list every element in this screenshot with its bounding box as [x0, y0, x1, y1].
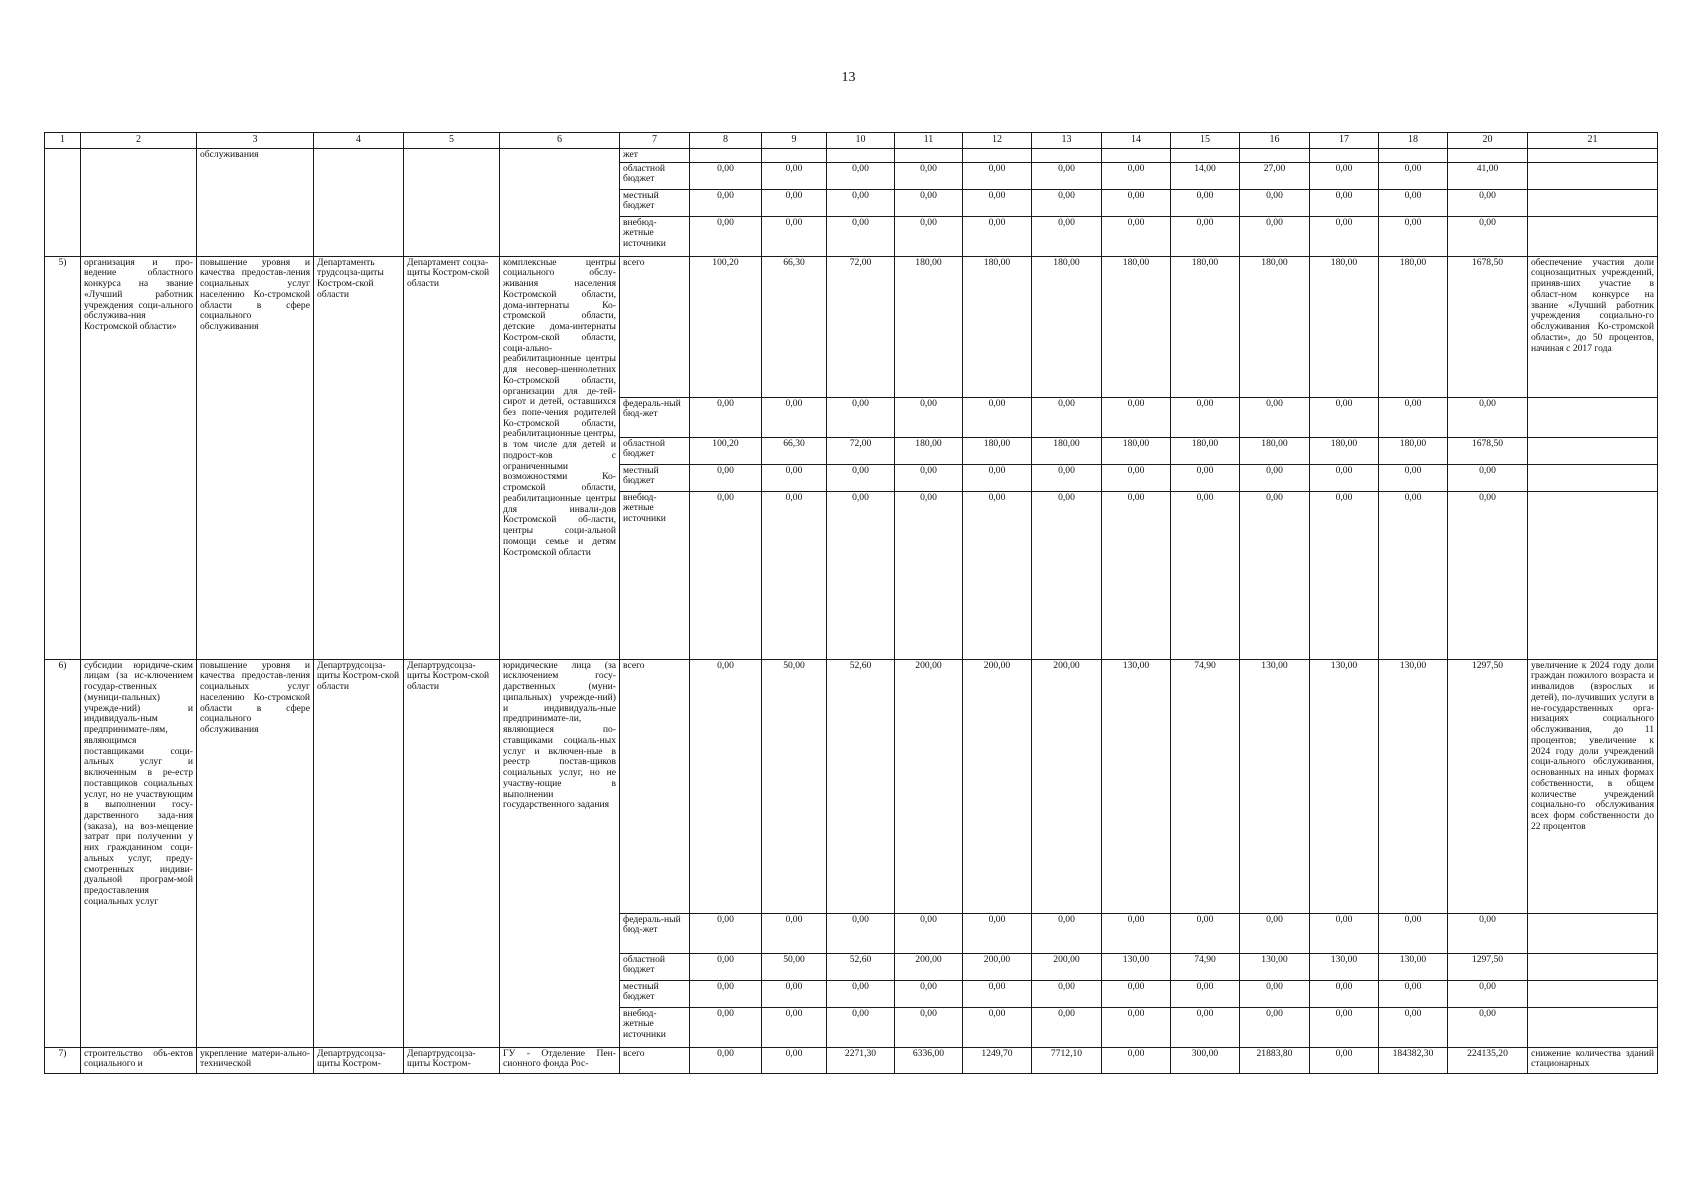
- funding-source: внебюд-жетные источники: [620, 216, 690, 256]
- col-header: 2: [81, 133, 197, 149]
- value-cell: 0,00: [1310, 913, 1379, 953]
- value-cell: 0,00: [895, 1007, 963, 1047]
- value-cell: 0,00: [690, 913, 762, 953]
- item-coexecutor: Департрудсоцза-щиты Костром-: [404, 1047, 500, 1073]
- value-cell: 0,00: [895, 464, 963, 491]
- value-cell: 0,00: [1102, 397, 1171, 437]
- value-cell: 0,00: [1240, 216, 1310, 256]
- value-cell: 0,00: [1310, 1047, 1379, 1073]
- col-header: 15: [1171, 133, 1240, 149]
- value-cell: 0,00: [690, 659, 762, 913]
- col-header: 6: [500, 133, 620, 149]
- value-cell: 0,00: [762, 397, 827, 437]
- value-cell: 184382,30: [1379, 1047, 1448, 1073]
- item-executor: Департрудсоцза-щиты Костром-: [314, 1047, 404, 1073]
- value-cell: 100,20: [690, 256, 762, 397]
- table-row: [45, 1047, 1658, 1073]
- value-cell: 0,00: [1171, 397, 1240, 437]
- table-row: [45, 149, 1658, 163]
- value-cell: 0,00: [1171, 980, 1240, 1007]
- value-cell: 66,30: [762, 437, 827, 464]
- value-cell: 180,00: [1102, 256, 1171, 397]
- value-cell: 130,00: [1102, 953, 1171, 980]
- value-cell: 0,00: [895, 189, 963, 216]
- value-cell: 0,00: [690, 162, 762, 189]
- value-cell: 0,00: [963, 397, 1032, 437]
- item-number: 6): [45, 659, 81, 1047]
- value-cell: 52,60: [827, 953, 895, 980]
- column-number-row: [45, 133, 1658, 149]
- funding-source: всего: [620, 256, 690, 397]
- funding-source: внебюд-жетные источники: [620, 491, 690, 659]
- value-cell: 200,00: [1032, 659, 1102, 913]
- value-cell: 0,00: [1379, 397, 1448, 437]
- value-cell: 0,00: [895, 491, 963, 659]
- value-cell: 0,00: [1240, 980, 1310, 1007]
- value-cell: 0,00: [1032, 464, 1102, 491]
- value-cell: 0,00: [827, 397, 895, 437]
- value-cell: 0,00: [1240, 491, 1310, 659]
- value-cell: 0,00: [895, 162, 963, 189]
- col-header: 17: [1310, 133, 1379, 149]
- item-number: 5): [45, 256, 81, 659]
- value-cell: 0,00: [1379, 491, 1448, 659]
- funding-source: областной бюджет: [620, 437, 690, 464]
- item-executor: Департаменть трудсоцза-щиты Костром-ской области: [314, 256, 404, 659]
- value-cell: 0,00: [762, 913, 827, 953]
- value-cell: 0,00: [1171, 189, 1240, 216]
- value-cell: 130,00: [1102, 659, 1171, 913]
- value-cell: 0,00: [1032, 162, 1102, 189]
- value-cell: 0,00: [1102, 980, 1171, 1007]
- value-cell: 0,00: [762, 491, 827, 659]
- col-header: 10: [827, 133, 895, 149]
- col-header: 18: [1379, 133, 1448, 149]
- col-header: 7: [620, 133, 690, 149]
- value-cell: 0,00: [895, 980, 963, 1007]
- value-cell: 7712,10: [1032, 1047, 1102, 1073]
- value-cell: 0,00: [827, 980, 895, 1007]
- value-cell: 6336,00: [895, 1047, 963, 1073]
- value-cell: 100,20: [690, 437, 762, 464]
- value-cell: 0,00: [963, 189, 1032, 216]
- col-header: 16: [1240, 133, 1310, 149]
- funding-source: местный бюджет: [620, 189, 690, 216]
- col-header: 4: [314, 133, 404, 149]
- value-cell: 180,00: [895, 256, 963, 397]
- value-cell: 0,00: [762, 980, 827, 1007]
- value-cell: 0,00: [1448, 913, 1528, 953]
- value-cell: 0,00: [1310, 1007, 1379, 1047]
- funding-source: внебюд-жетные источники: [620, 1007, 690, 1047]
- value-cell: 0,00: [1310, 397, 1379, 437]
- value-cell: 0,00: [1102, 1047, 1171, 1073]
- value-cell: 0,00: [963, 980, 1032, 1007]
- cont-goal-cell: обслуживания: [197, 149, 314, 257]
- value-cell: 50,00: [762, 953, 827, 980]
- value-cell: 0,00: [1448, 216, 1528, 256]
- value-cell: 0,00: [1448, 464, 1528, 491]
- value-cell: 0,00: [1171, 491, 1240, 659]
- funding-source: федераль-ный бюд-жет: [620, 913, 690, 953]
- funding-source: местный бюджет: [620, 464, 690, 491]
- col-header: 1: [45, 133, 81, 149]
- value-cell: 0,00: [1379, 464, 1448, 491]
- value-cell: 0,00: [1310, 189, 1379, 216]
- value-cell: 0,00: [762, 162, 827, 189]
- value-cell: 1297,50: [1448, 953, 1528, 980]
- value-cell: 130,00: [1379, 953, 1448, 980]
- value-cell: 0,00: [1379, 1007, 1448, 1047]
- value-cell: 0,00: [1240, 913, 1310, 953]
- value-cell: 0,00: [1171, 1007, 1240, 1047]
- item-result: увеличение к 2024 году доли граждан пожилого возраста и инвалидов (взрослых и детей), по-лучивших услуги в не-государственных орга-низациях социального обслуживания, до 11 процентов; увеличение к 2024 году доли учреждений соци-ального обслуживания, основанных на иных формах собственности, в общем количестве учреждений социально-го обслуживания всех форм собственности до 22 процентов: [1528, 659, 1658, 913]
- value-cell: 72,00: [827, 256, 895, 397]
- item-goal: повышение уровня и качества предостав-ления социальных услуг населению Ко-стромской области в сфере социального обслуживания: [197, 659, 314, 1047]
- value-cell: 0,00: [827, 216, 895, 256]
- funding-source: всего: [620, 659, 690, 913]
- value-cell: 180,00: [963, 437, 1032, 464]
- col-header: 9: [762, 133, 827, 149]
- value-cell: 1678,50: [1448, 437, 1528, 464]
- item-participants: юридические лица (за исключением госу-дарственных (муни-ципальных) учрежде-ний) и индивидуаль-ные предпринимате-ли, являющиеся по-ставщиками социаль-ных услуг и включен-ные в реестр постав-щиков социальных услуг, но не участву-ющие в выполнении государственного задания: [500, 659, 620, 1047]
- value-cell: 180,00: [1102, 437, 1171, 464]
- value-cell: 0,00: [1171, 913, 1240, 953]
- value-cell: 0,00: [1379, 913, 1448, 953]
- value-cell: 50,00: [762, 659, 827, 913]
- value-cell: 0,00: [963, 216, 1032, 256]
- value-cell: 0,00: [895, 397, 963, 437]
- value-cell: 130,00: [1310, 953, 1379, 980]
- value-cell: 0,00: [690, 953, 762, 980]
- col-header: 3: [197, 133, 314, 149]
- value-cell: 0,00: [827, 189, 895, 216]
- value-cell: 0,00: [1102, 1007, 1171, 1047]
- table-row: [45, 659, 1658, 913]
- value-cell: 0,00: [1032, 397, 1102, 437]
- value-cell: 1678,50: [1448, 256, 1528, 397]
- value-cell: 0,00: [690, 1047, 762, 1073]
- value-cell: 74,90: [1171, 659, 1240, 913]
- value-cell: 180,00: [1032, 256, 1102, 397]
- value-cell: 0,00: [895, 913, 963, 953]
- value-cell: 180,00: [1171, 437, 1240, 464]
- value-cell: 180,00: [1310, 437, 1379, 464]
- value-cell: 0,00: [690, 189, 762, 216]
- value-cell: 0,00: [895, 216, 963, 256]
- value-cell: 180,00: [1379, 437, 1448, 464]
- value-cell: 0,00: [690, 216, 762, 256]
- value-cell: 200,00: [1032, 953, 1102, 980]
- col-header: 13: [1032, 133, 1102, 149]
- col-header: 8: [690, 133, 762, 149]
- table-row: [45, 256, 1658, 397]
- item-number: 7): [45, 1047, 81, 1073]
- value-cell: 0,00: [1240, 397, 1310, 437]
- value-cell: 180,00: [1379, 256, 1448, 397]
- value-cell: 130,00: [1240, 953, 1310, 980]
- value-cell: 180,00: [1032, 437, 1102, 464]
- item-executor: Департрудсоцза-щиты Костром-ской области: [314, 659, 404, 1047]
- item-coexecutor: Департамент соцза-щиты Костром-ской области: [404, 256, 500, 659]
- value-cell: 0,00: [827, 1007, 895, 1047]
- value-cell: 0,00: [1448, 1007, 1528, 1047]
- value-cell: 0,00: [963, 162, 1032, 189]
- funding-source: областной бюджет: [620, 953, 690, 980]
- value-cell: 0,00: [1032, 491, 1102, 659]
- item-result: обеспечение участия доли соцнозащитных учреждений, приняв-ших участие в област-ном конкурсе на звание «Лучший работник учреждения социально-го обслуживания Ко-стромской области», до 50 процентов, начиная с 2017 года: [1528, 256, 1658, 397]
- value-cell: 0,00: [762, 464, 827, 491]
- item-result: снижение количества зданий стационарных: [1528, 1047, 1658, 1073]
- value-cell: 0,00: [1379, 162, 1448, 189]
- value-cell: 0,00: [1310, 980, 1379, 1007]
- value-cell: 0,00: [1102, 189, 1171, 216]
- value-cell: 0,00: [963, 464, 1032, 491]
- value-cell: 0,00: [1310, 491, 1379, 659]
- value-cell: 0,00: [1448, 491, 1528, 659]
- item-name: субсидии юридиче-ским лицам (за ис-ключением государ-ственных (муници-пальных) учрежде-ний) и индивидуаль-ным предпринимате-лям, являющимся поставщиками соци-альных услуг и включенным в ре-естр поставщиков социальных услуг, но не участвующим в выполнении госу-дарственного зада-ния (заказа), на воз-мещение затрат при получении у них гражданином соци-альных услуг, преду-смотренных индиви-дуальной програм-мой предоставления социальных услуг: [81, 659, 197, 1047]
- value-cell: 180,00: [1310, 256, 1379, 397]
- value-cell: 130,00: [1379, 659, 1448, 913]
- value-cell: 0,00: [690, 464, 762, 491]
- funding-source: всего: [620, 1047, 690, 1073]
- value-cell: 0,00: [690, 1007, 762, 1047]
- item-goal: повышение уровня и качества предостав-ления социальных услуг населению Ко-стромской области в сфере социального обслуживания: [197, 256, 314, 659]
- item-coexecutor: Департрудсоцза-щиты Костром-ской области: [404, 659, 500, 1047]
- value-cell: 0,00: [1032, 913, 1102, 953]
- value-cell: 0,00: [1102, 913, 1171, 953]
- page-number: 13: [841, 70, 856, 85]
- value-cell: 74,90: [1171, 953, 1240, 980]
- value-cell: 0,00: [827, 491, 895, 659]
- value-cell: 0,00: [827, 464, 895, 491]
- value-cell: 130,00: [1310, 659, 1379, 913]
- col-header: 11: [895, 133, 963, 149]
- value-cell: 52,60: [827, 659, 895, 913]
- value-cell: 0,00: [1379, 216, 1448, 256]
- value-cell: 200,00: [963, 659, 1032, 913]
- value-cell: 0,00: [1310, 216, 1379, 256]
- value-cell: 200,00: [895, 659, 963, 913]
- value-cell: 0,00: [1310, 162, 1379, 189]
- value-cell: 0,00: [1448, 397, 1528, 437]
- value-cell: 21883,80: [1240, 1047, 1310, 1073]
- value-cell: 0,00: [963, 1007, 1032, 1047]
- value-cell: 0,00: [1032, 189, 1102, 216]
- value-cell: 0,00: [827, 913, 895, 953]
- value-cell: 0,00: [1240, 464, 1310, 491]
- value-cell: 0,00: [1171, 216, 1240, 256]
- item-participants: комплексные центры социального обслу-живания населения Костромской области, дома-интернаты Ко-стромской области, детские дома-интернаты Костром-ской области, соци-ально-реабилитационные центры для несовер-шеннолетних Ко-стромской области, организации для де-тей-сирот и детей, оставшихся без попе-чения родителей Ко-стромской области, реабилитационные центры, в том числе для детей и подрост-ков с ограниченными возможностями Ко-стромской области, реабилитационные центры для инвали-дов Костромской об-ласти, центры соци-альной помощи семье и детям Костромской области: [500, 256, 620, 659]
- value-cell: 180,00: [1171, 256, 1240, 397]
- value-cell: 224135,20: [1448, 1047, 1528, 1073]
- col-header: 20: [1448, 133, 1528, 149]
- item-name: строительство объ-ектов социального и: [81, 1047, 197, 1073]
- value-cell: 0,00: [1379, 189, 1448, 216]
- value-cell: 27,00: [1240, 162, 1310, 189]
- value-cell: 200,00: [963, 953, 1032, 980]
- value-cell: 0,00: [690, 491, 762, 659]
- value-cell: 0,00: [1102, 162, 1171, 189]
- value-cell: 0,00: [827, 162, 895, 189]
- value-cell: 72,00: [827, 437, 895, 464]
- value-cell: 2271,30: [827, 1047, 895, 1073]
- item-goal: укрепление матери-ально-технической: [197, 1047, 314, 1073]
- value-cell: 1249,70: [963, 1047, 1032, 1073]
- item-participants: ГУ - Отделение Пен-сионного фонда Рос-: [500, 1047, 620, 1073]
- funding-source: местный бюджет: [620, 980, 690, 1007]
- value-cell: 0,00: [762, 216, 827, 256]
- funding-source: федераль-ный бюд-жет: [620, 397, 690, 437]
- value-cell: 1297,50: [1448, 659, 1528, 913]
- value-cell: 130,00: [1240, 659, 1310, 913]
- col-header: 14: [1102, 133, 1171, 149]
- funding-source: жет: [620, 149, 690, 163]
- value-cell: 180,00: [895, 437, 963, 464]
- funding-source: областной бюджет: [620, 162, 690, 189]
- value-cell: 0,00: [963, 913, 1032, 953]
- value-cell: 200,00: [895, 953, 963, 980]
- col-header: 21: [1528, 133, 1658, 149]
- col-header: 12: [963, 133, 1032, 149]
- value-cell: 0,00: [1448, 980, 1528, 1007]
- value-cell: 0,00: [1240, 189, 1310, 216]
- value-cell: 66,30: [762, 256, 827, 397]
- value-cell: 0,00: [1448, 189, 1528, 216]
- value-cell: 0,00: [1032, 216, 1102, 256]
- value-cell: 0,00: [1379, 980, 1448, 1007]
- value-cell: 41,00: [1448, 162, 1528, 189]
- value-cell: 14,00: [1171, 162, 1240, 189]
- value-cell: 0,00: [963, 491, 1032, 659]
- value-cell: 180,00: [1240, 437, 1310, 464]
- budget-table: [44, 132, 1658, 1074]
- value-cell: 0,00: [1310, 464, 1379, 491]
- value-cell: 0,00: [1032, 1007, 1102, 1047]
- col-header: 5: [404, 133, 500, 149]
- value-cell: 300,00: [1171, 1047, 1240, 1073]
- value-cell: 0,00: [1032, 980, 1102, 1007]
- item-name: организация и про-ведение областного конкурса на звание «Лучший работник учреждения соци-ального обслужива-ния Костромской области»: [81, 256, 197, 659]
- value-cell: 180,00: [963, 256, 1032, 397]
- value-cell: 0,00: [690, 980, 762, 1007]
- value-cell: 0,00: [762, 189, 827, 216]
- value-cell: 0,00: [1102, 491, 1171, 659]
- value-cell: 0,00: [1102, 216, 1171, 256]
- value-cell: 0,00: [762, 1047, 827, 1073]
- value-cell: 0,00: [690, 397, 762, 437]
- value-cell: 0,00: [1171, 464, 1240, 491]
- value-cell: 0,00: [1240, 1007, 1310, 1047]
- value-cell: 0,00: [1102, 464, 1171, 491]
- value-cell: 180,00: [1240, 256, 1310, 397]
- value-cell: 0,00: [762, 1007, 827, 1047]
